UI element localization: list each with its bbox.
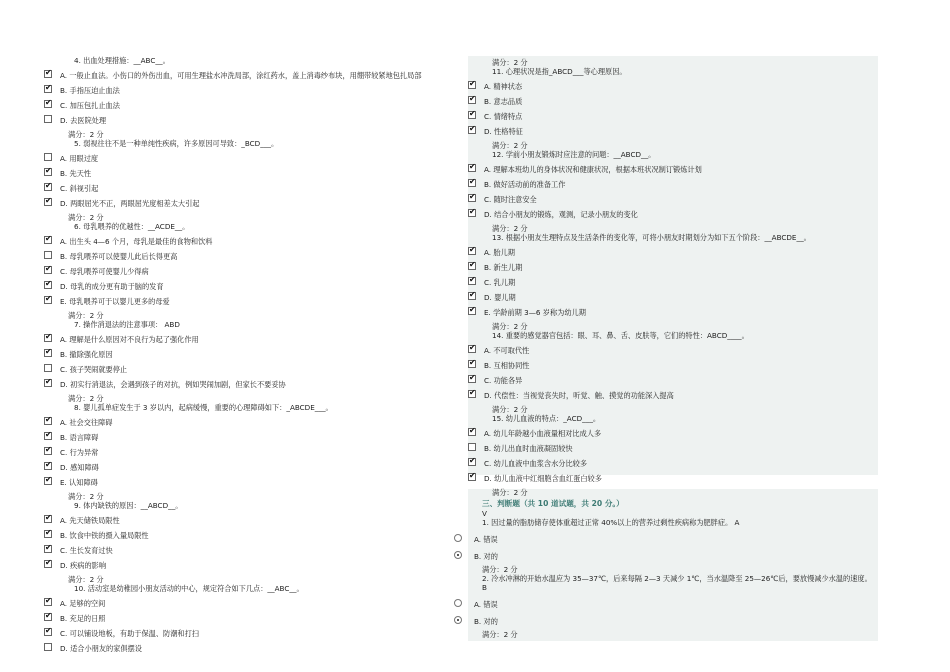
option-label: A. 理解本班幼儿的身体状况和健康状况，根据本班状况制订锻炼计划 xyxy=(484,165,702,174)
option-c[interactable] xyxy=(468,112,874,121)
option-label: B. 撤除强化原因 xyxy=(60,350,113,359)
checkbox-checked-icon[interactable] xyxy=(468,111,476,119)
option-c[interactable] xyxy=(44,184,464,193)
question-text: 6. 母乳喂养的优越性：__ACDE__。 xyxy=(74,222,190,231)
option-b[interactable] xyxy=(468,263,874,272)
score-text: 满分：2 分 xyxy=(68,575,104,584)
checkbox-checked-icon[interactable] xyxy=(44,379,52,387)
option-d[interactable] xyxy=(44,561,464,570)
question-text: 9. 体内缺铁的原因：__ABCD__。 xyxy=(74,501,183,510)
option-a[interactable] xyxy=(468,82,874,91)
option-label: E. 学龄前期 3—6 岁称为幼儿期 xyxy=(484,308,586,317)
checkbox-checked-icon[interactable] xyxy=(44,598,52,606)
option-b[interactable] xyxy=(468,97,874,106)
option-c[interactable] xyxy=(44,448,464,457)
question-text: 12. 学前小朋友锻炼时应注意的问题：__ABCD__。 xyxy=(492,150,656,159)
option-label: C. 斜视引起 xyxy=(60,184,99,193)
option-b[interactable] xyxy=(44,86,464,95)
checkbox-checked-icon[interactable] xyxy=(468,277,476,285)
score-text: 满分：2 分 xyxy=(68,311,104,320)
checkbox-checked-icon[interactable] xyxy=(44,560,52,568)
question-15 xyxy=(468,414,874,497)
option-label: C. 可以铺设地板，有助于保温、防潮和打扫 xyxy=(60,629,199,638)
checkbox-checked-icon[interactable] xyxy=(44,281,52,289)
option-d[interactable] xyxy=(44,644,464,653)
option-b[interactable] xyxy=(44,252,464,261)
option-label: C. 加压包扎止血法 xyxy=(60,101,120,110)
option-c[interactable] xyxy=(44,365,464,374)
option-label: C. 随时注意安全 xyxy=(484,195,537,204)
checkbox-checked-icon[interactable] xyxy=(44,628,52,636)
checkbox-checked-icon[interactable] xyxy=(44,183,52,191)
option-label: B. 幼儿出血时血液凝固较快 xyxy=(484,444,573,453)
checkbox-checked-icon[interactable] xyxy=(44,417,52,425)
checkbox-checked-icon[interactable] xyxy=(468,473,476,481)
question-13 xyxy=(468,233,874,331)
option-a[interactable] xyxy=(468,600,874,609)
option-label: C. 功能各异 xyxy=(484,376,523,385)
option-label: B. 互相协同性 xyxy=(484,361,530,370)
checkbox-checked-icon[interactable] xyxy=(44,236,52,244)
option-label: D. 两眼屈光不正，两眼屈光度相差太大引起 xyxy=(60,199,200,208)
checkbox-checked-icon[interactable] xyxy=(468,126,476,134)
option-a[interactable] xyxy=(44,418,464,427)
checkbox-empty-icon[interactable] xyxy=(44,153,52,161)
option-b[interactable] xyxy=(468,180,874,189)
option-label: A. 错误 xyxy=(474,535,498,545)
score-text: 满分：2 分 xyxy=(68,394,104,403)
checkbox-checked-icon[interactable] xyxy=(44,100,52,108)
checkbox-checked-icon[interactable] xyxy=(468,209,476,217)
question-text: 5. 弱视往往不是一种单纯性疾病，许多原因可导致：_BCD___。 xyxy=(74,139,279,148)
option-label: D. 适合小朋友的家俱摆设 xyxy=(60,644,142,653)
judge-question-2 xyxy=(468,574,874,639)
option-d[interactable] xyxy=(468,127,874,136)
checkbox-empty-icon[interactable] xyxy=(44,643,52,651)
question-9 xyxy=(44,501,464,584)
option-label: A. 用眼过度 xyxy=(60,154,99,163)
checkbox-checked-icon[interactable] xyxy=(44,613,52,621)
right-column xyxy=(468,56,878,641)
option-label: D. 性格特征 xyxy=(484,127,523,136)
option-c[interactable] xyxy=(44,267,464,276)
option-label: B. 对的 xyxy=(474,552,498,562)
option-label: D. 代偿性：当视觉丧失时，听觉、触、摸觉的功能深入提高 xyxy=(484,391,674,400)
score-text: 满分：2 分 xyxy=(492,141,528,150)
checkbox-checked-icon[interactable] xyxy=(44,198,52,206)
option-a[interactable] xyxy=(468,248,874,257)
option-a[interactable] xyxy=(44,154,464,163)
option-d[interactable] xyxy=(44,116,464,125)
checkbox-empty-icon[interactable] xyxy=(44,364,52,372)
option-label: A. 理解是什么原因对不良行为起了强化作用 xyxy=(60,335,199,344)
checkbox-checked-icon[interactable] xyxy=(44,432,52,440)
option-label: B. 新生儿期 xyxy=(484,263,523,272)
checkbox-checked-icon[interactable] xyxy=(44,266,52,274)
option-e[interactable] xyxy=(44,297,464,306)
option-label: A. 精神状态 xyxy=(484,82,523,91)
option-label: B. 做好活动前的准备工作 xyxy=(484,180,566,189)
question-11 xyxy=(468,67,874,150)
checkbox-checked-icon[interactable] xyxy=(44,477,52,485)
checkbox-checked-icon[interactable] xyxy=(468,194,476,202)
section-marker: V xyxy=(482,509,487,519)
option-label: D. 母乳的成分更有助于脑的发育 xyxy=(60,282,164,291)
option-label: C. 母乳喂养可使婴儿少得病 xyxy=(60,267,149,276)
checkbox-checked-icon[interactable] xyxy=(468,81,476,89)
checkbox-checked-icon[interactable] xyxy=(44,447,52,455)
option-d[interactable] xyxy=(44,282,464,291)
checkbox-checked-icon[interactable] xyxy=(468,292,476,300)
score-text: 满分：2 分 xyxy=(492,322,528,331)
option-b[interactable] xyxy=(44,531,464,540)
option-c[interactable] xyxy=(44,546,464,555)
multiple-choice-panel xyxy=(468,56,878,497)
option-d[interactable] xyxy=(44,463,464,472)
question-text: 15. 幼儿血液的特点：_ACD___。 xyxy=(492,414,601,423)
option-label: B. 饮食中铁的摄入量局限性 xyxy=(60,531,149,540)
question-text: 1. 因过量的脂肪储存使体重超过正常 40%以上的营养过剩性疾病称为肥胖症。 A xyxy=(482,518,740,528)
option-d[interactable] xyxy=(44,380,464,389)
option-label: A. 不可取代性 xyxy=(484,346,530,355)
checkbox-checked-icon[interactable] xyxy=(468,458,476,466)
option-c[interactable] xyxy=(468,376,874,385)
question-10 xyxy=(44,584,464,653)
score-text: 满分：2 分 xyxy=(482,565,518,575)
option-a[interactable] xyxy=(468,429,874,438)
checkbox-checked-icon[interactable] xyxy=(468,164,476,172)
option-label: C. 生长发育过快 xyxy=(60,546,113,555)
checkbox-checked-icon[interactable] xyxy=(44,545,52,553)
option-c[interactable] xyxy=(468,195,874,204)
option-label: A. 幼儿年龄越小血液量相对比成人多 xyxy=(484,429,602,438)
option-label: A. 一般止血法。小伤口的外伤出血，可用生理盐水冲洗局部，涂红药水，盖上消毒纱布块，用绷带较紧地包扎局部 xyxy=(60,71,422,80)
option-d[interactable] xyxy=(468,293,874,302)
option-a[interactable] xyxy=(468,346,874,355)
option-d[interactable] xyxy=(468,474,874,483)
option-b[interactable] xyxy=(44,614,464,623)
option-label: B. 手指压迫止血法 xyxy=(60,86,120,95)
option-label: C. 情绪特点 xyxy=(484,112,523,121)
checkbox-checked-icon[interactable] xyxy=(468,262,476,270)
option-d[interactable] xyxy=(44,199,464,208)
checkbox-checked-icon[interactable] xyxy=(44,168,52,176)
option-a[interactable] xyxy=(44,599,464,608)
option-label: B. 意志品质 xyxy=(484,97,523,106)
option-a[interactable] xyxy=(44,237,464,246)
checkbox-checked-icon[interactable] xyxy=(44,85,52,93)
option-c[interactable] xyxy=(44,101,464,110)
score-text: 满分：2 分 xyxy=(492,224,528,233)
checkbox-checked-icon[interactable] xyxy=(44,296,52,304)
option-label: C. 幼儿血液中血浆含水分比较多 xyxy=(484,459,588,468)
option-b[interactable] xyxy=(468,552,874,561)
option-label: A. 出生头 4—6 个月，母乳是最佳的食物和饮料 xyxy=(60,237,213,246)
checkbox-checked-icon[interactable] xyxy=(468,247,476,255)
option-label: B. 先天性 xyxy=(60,169,92,178)
option-label: C. 孩子哭闹就要停止 xyxy=(60,365,128,374)
question-6 xyxy=(44,222,464,320)
option-c[interactable] xyxy=(468,278,874,287)
option-label: D. 婴儿期 xyxy=(484,293,516,302)
option-a[interactable] xyxy=(44,516,464,525)
option-label: B. 充足的日照 xyxy=(60,614,106,623)
option-d[interactable] xyxy=(468,391,874,400)
option-label: A. 社会交往障碍 xyxy=(60,418,113,427)
checkbox-checked-icon[interactable] xyxy=(468,345,476,353)
option-e[interactable] xyxy=(44,478,464,487)
checkbox-checked-icon[interactable] xyxy=(44,515,52,523)
question-text: 8. 婴儿孤单症发生于 3 岁以内，起病缓慢，重要的心理障碍如下：_ABCDE___。 xyxy=(74,403,333,412)
checkbox-checked-icon[interactable] xyxy=(468,428,476,436)
option-label: D. 去医院处理 xyxy=(60,116,107,125)
score-text: 满分：2 分 xyxy=(482,630,518,640)
option-label: C. 行为异常 xyxy=(60,448,99,457)
option-label: A. 错误 xyxy=(474,600,498,610)
option-e[interactable] xyxy=(468,308,874,317)
option-a[interactable] xyxy=(468,165,874,174)
option-label: B. 语言障碍 xyxy=(60,433,99,442)
option-label: D. 结合小朋友的锻炼，观测，记录小朋友的变化 xyxy=(484,210,638,219)
option-c[interactable] xyxy=(468,459,874,468)
option-label: C. 乳儿期 xyxy=(484,278,516,287)
question-text: 4. 出血处理措施：__ABC__。 xyxy=(74,56,170,65)
checkbox-empty-icon[interactable] xyxy=(44,251,52,259)
left-column xyxy=(44,56,464,658)
question-8 xyxy=(44,403,464,501)
option-label: D. 疾病的影响 xyxy=(60,561,107,570)
question-text: 7. 操作消退法的注意事项： ABD xyxy=(74,320,180,329)
checkbox-checked-icon[interactable] xyxy=(44,462,52,470)
question-4 xyxy=(44,56,464,139)
option-label: E. 认知障碍 xyxy=(60,478,98,487)
question-7 xyxy=(44,320,464,403)
score-text: 满分：2 分 xyxy=(492,58,528,67)
question-text: 14. 重要的感觉器官包括：眼、耳、鼻、舌、皮肤等，它们的特性：ABCD____。 xyxy=(492,331,749,340)
score-text: 满分：2 分 xyxy=(68,492,104,501)
checkbox-checked-icon[interactable] xyxy=(468,307,476,315)
checkbox-checked-icon[interactable] xyxy=(44,70,52,78)
option-label: A. 足够的空间 xyxy=(60,599,106,608)
checkbox-checked-icon[interactable] xyxy=(468,360,476,368)
question-text: 11. 心理状况是指_ABCD___等心理原因。 xyxy=(492,67,627,76)
option-label: B. 对的 xyxy=(474,617,498,627)
checkbox-checked-icon[interactable] xyxy=(468,375,476,383)
option-c[interactable] xyxy=(44,629,464,638)
option-a[interactable] xyxy=(44,335,464,344)
option-label: D. 初实行消退法，会遇到孩子的对抗，例如哭闹加剧，但家长不要妥协 xyxy=(60,380,286,389)
checkbox-checked-icon[interactable] xyxy=(468,179,476,187)
checkbox-checked-icon[interactable] xyxy=(44,334,52,342)
option-label: A. 胎儿期 xyxy=(484,248,515,257)
option-label: D. 感知障碍 xyxy=(60,463,99,472)
option-b[interactable] xyxy=(468,444,874,453)
option-b[interactable] xyxy=(468,361,874,370)
question-5 xyxy=(44,139,464,222)
option-label: E. 母乳喂养可于以婴儿更多的母爱 xyxy=(60,297,170,306)
option-a[interactable] xyxy=(44,71,464,80)
option-b[interactable] xyxy=(468,617,874,626)
checkbox-checked-icon[interactable] xyxy=(468,390,476,398)
score-text: 满分：2 分 xyxy=(68,213,104,222)
option-b[interactable] xyxy=(44,169,464,178)
option-label: B. 母乳喂养可以使婴儿此后长得更高 xyxy=(60,252,178,261)
question-12 xyxy=(468,150,874,233)
option-d[interactable] xyxy=(468,210,874,219)
checkbox-empty-icon[interactable] xyxy=(468,443,476,451)
checkbox-checked-icon[interactable] xyxy=(44,349,52,357)
question-text: 2. 冷水冲淋的开始水温应为 35—37℃，后来每隔 2—3 天减少 1℃，当水温降至 25—26℃后，要放慢减少水温的速度。B xyxy=(482,574,872,593)
section-title: 三、判断题（共 10 道试题，共 20 分。） xyxy=(482,499,624,508)
score-text: 满分：2 分 xyxy=(492,488,528,497)
checkbox-checked-icon[interactable] xyxy=(468,96,476,104)
option-label: D. 幼儿血液中红细胞含血红蛋白较多 xyxy=(484,474,602,483)
option-label: A. 先天储铁局限性 xyxy=(60,516,120,525)
question-text: 13. 根据小朋友生理特点及生活条件的变化等，可将小朋友时期划分为如下五个阶段：__ABCDE__。 xyxy=(492,233,811,242)
checkbox-empty-icon[interactable] xyxy=(44,115,52,123)
option-b[interactable] xyxy=(44,433,464,442)
option-a[interactable] xyxy=(468,535,874,544)
option-b[interactable] xyxy=(44,350,464,359)
score-text: 满分：2 分 xyxy=(68,130,104,139)
score-text: 满分：2 分 xyxy=(492,405,528,414)
judge-question-1 xyxy=(468,518,874,574)
question-14 xyxy=(468,331,874,414)
question-text: 10. 活动室是幼稚园小朋友活动的中心，规定符合如下几点：__ABC__。 xyxy=(74,584,304,593)
checkbox-checked-icon[interactable] xyxy=(44,530,52,538)
true-false-panel xyxy=(468,489,878,641)
